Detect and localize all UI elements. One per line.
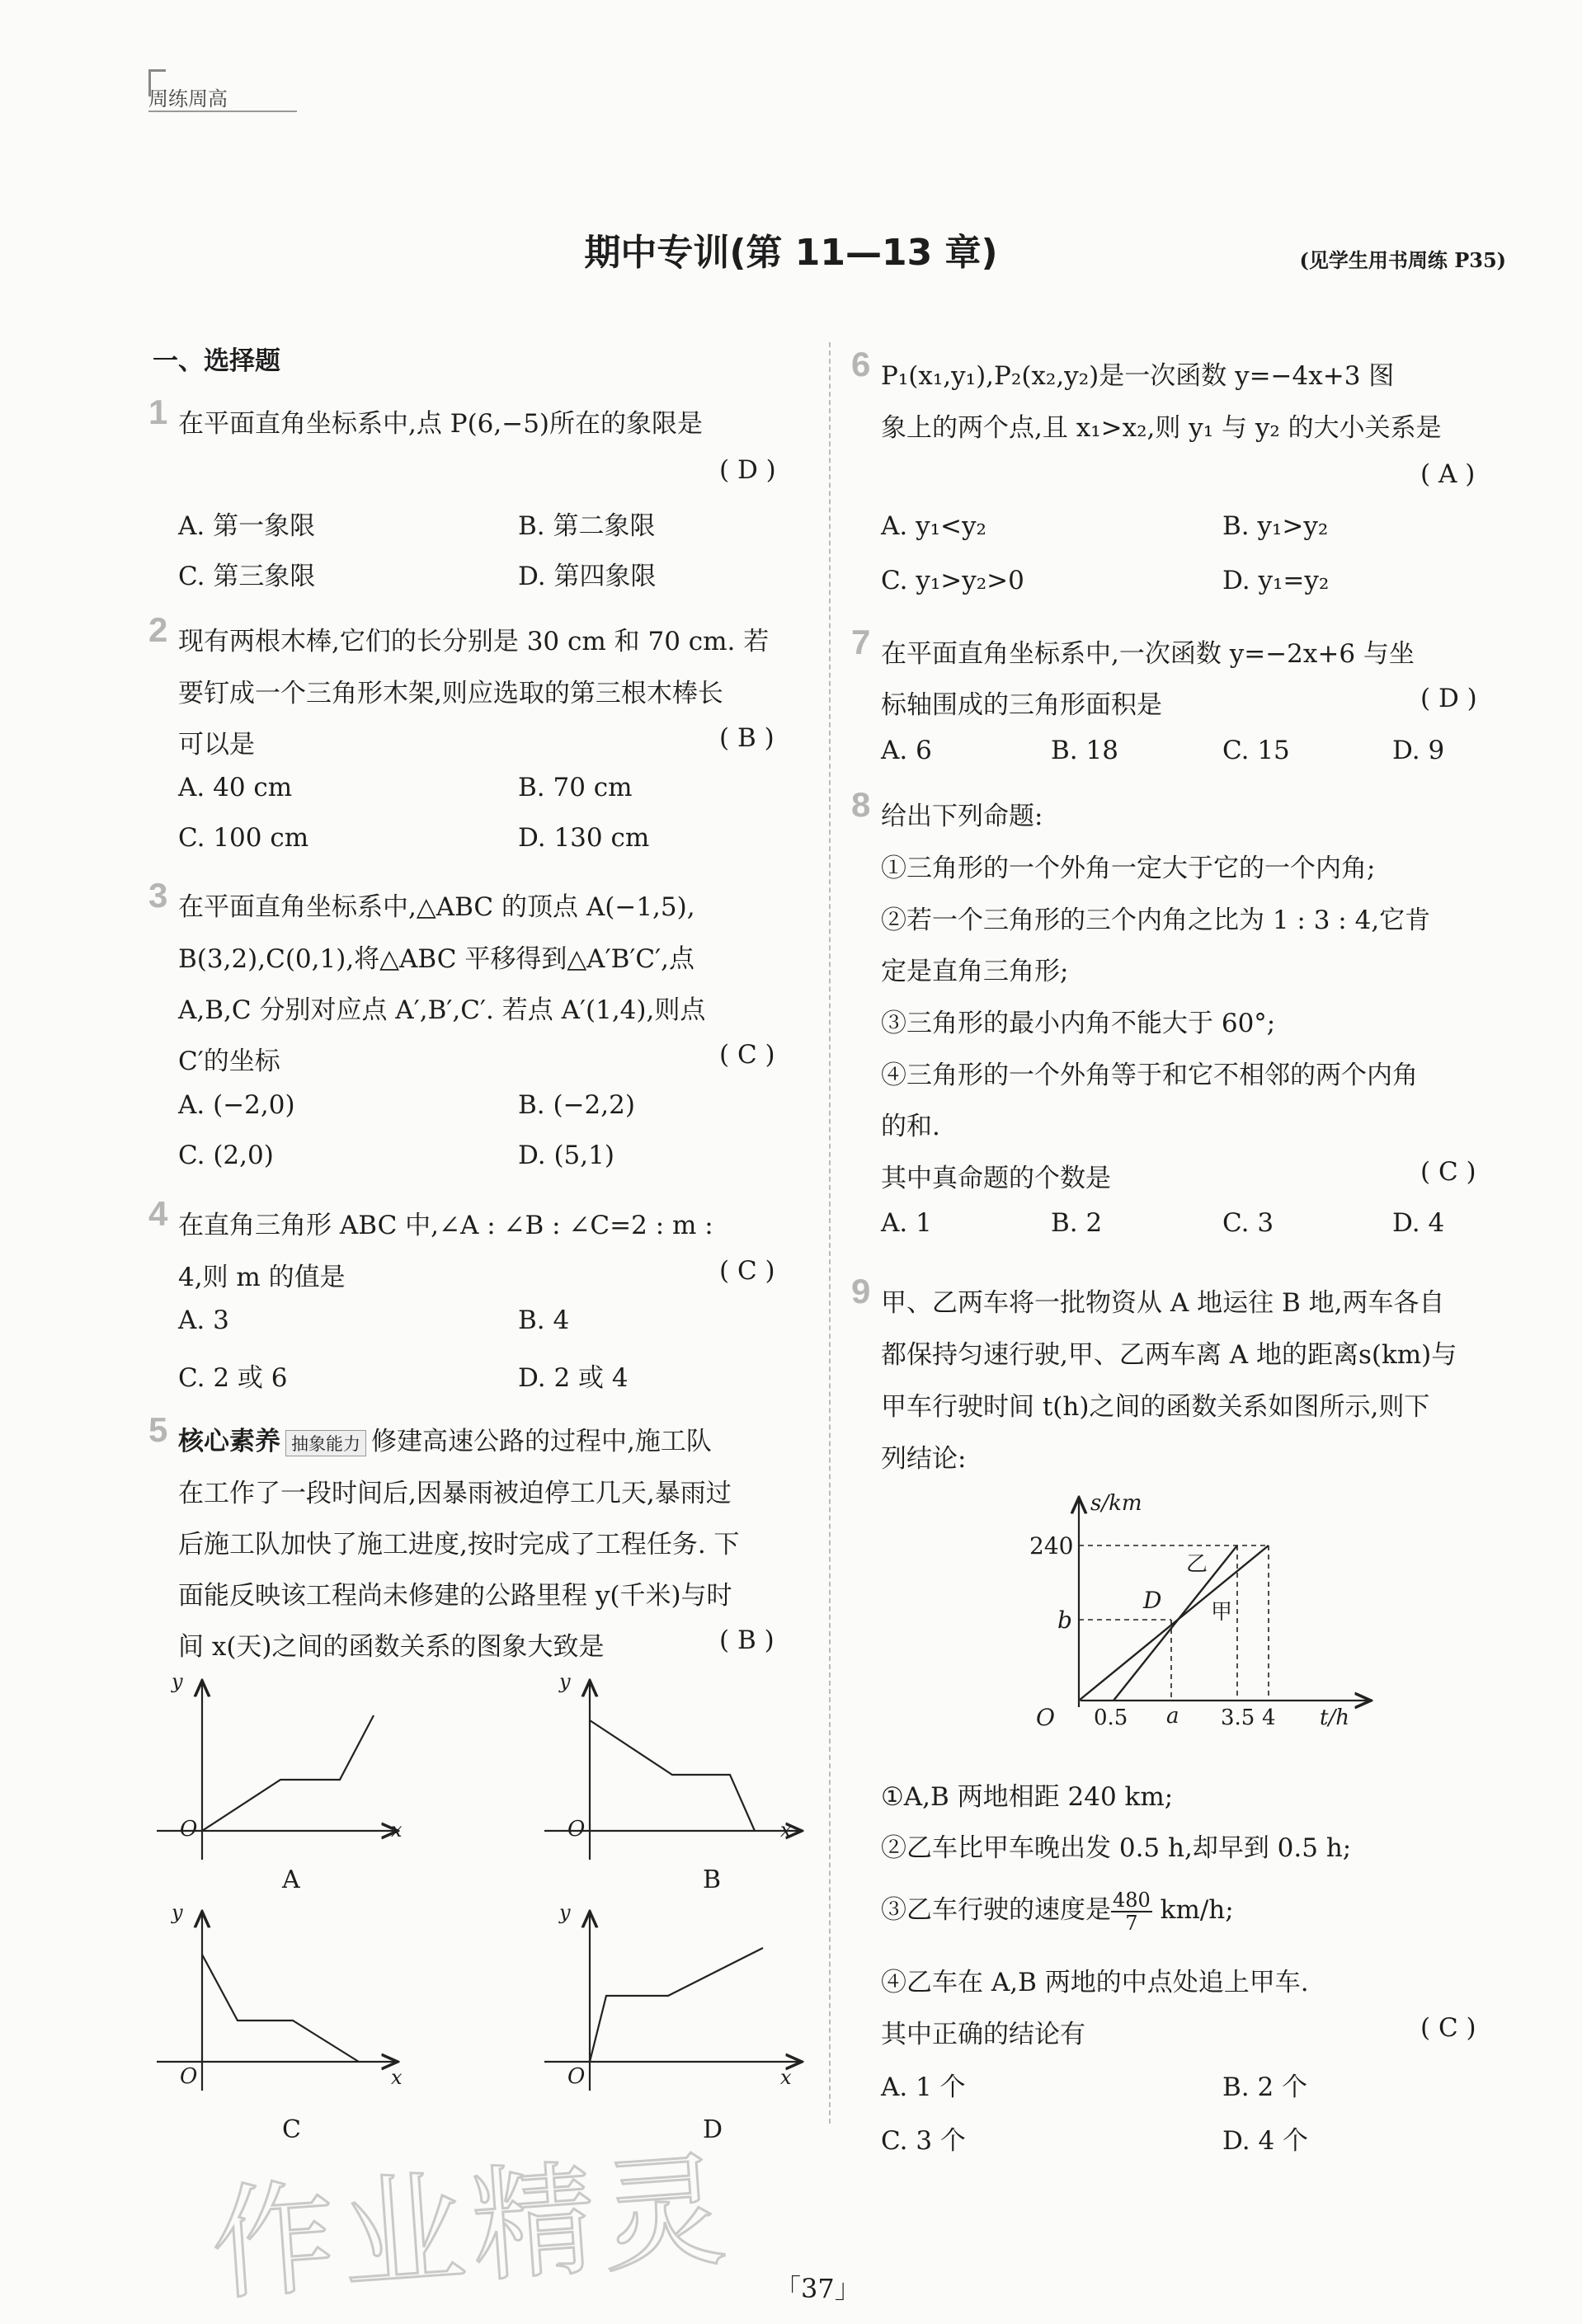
- axis-label-y: y: [172, 1670, 183, 1693]
- origin-label: O: [180, 2064, 198, 2089]
- question-number: 2: [148, 610, 168, 649]
- line-yi-label: 乙: [1186, 1552, 1208, 1577]
- fraction-denominator: 7: [1125, 1911, 1138, 1935]
- question-answer: ( A ): [1420, 459, 1476, 489]
- option: D. y₁=y₂: [1222, 566, 1330, 595]
- question-text: 其中真命题的个数是: [881, 1164, 1111, 1193]
- page-title: 期中专训(第 11—13 章): [584, 232, 998, 274]
- question-answer: ( C ): [1420, 1157, 1476, 1187]
- question-text: 可以是: [178, 730, 255, 760]
- graph-line: [202, 1955, 359, 2062]
- title-reference: (见学生用书周练 P35): [1299, 248, 1506, 272]
- s-axis-label: s/km: [1090, 1491, 1142, 1516]
- fraction-numerator: 480: [1113, 1888, 1151, 1912]
- question-text: 在平面直角坐标系中,点 P(6,−5)所在的象限是: [178, 409, 704, 439]
- question-answer: ( C ): [1420, 2013, 1476, 2043]
- axis-label-y: y: [172, 1901, 183, 1924]
- option: B. 70 cm: [518, 773, 633, 802]
- question-text: 修建高速公路的过程中,施工队: [371, 1427, 712, 1456]
- option: B. 2: [1051, 1208, 1103, 1238]
- question-number: 3: [148, 876, 168, 915]
- option: D. 2 或 4: [518, 1363, 629, 1393]
- question-answer: ( C ): [719, 1040, 775, 1070]
- question-answer: ( D ): [719, 455, 776, 485]
- line-jia-label: 甲: [1211, 1600, 1233, 1625]
- question-text: 间 x(天)之间的函数关系的图象大致是: [178, 1632, 605, 1662]
- line-jia: [1079, 1545, 1269, 1701]
- option: C. y₁>y₂>0: [881, 566, 1024, 595]
- axis-label-x: x: [391, 1818, 403, 1842]
- graph-caption-d: D: [703, 2115, 723, 2144]
- axis-label-y: y: [559, 1670, 571, 1693]
- origin-label: O: [567, 1817, 586, 1842]
- question-answer: ( B ): [719, 1625, 775, 1655]
- option: C. (2,0): [178, 1141, 274, 1170]
- option: C. 第三象限: [178, 562, 316, 591]
- option: C. 3: [1222, 1208, 1274, 1238]
- option: A. y₁<y₂: [881, 511, 986, 541]
- option: A. (−2,0): [178, 1090, 295, 1120]
- tick-4: 4: [1262, 1705, 1276, 1730]
- statement: ①三角形的一个外角一定大于它的一个内角;: [881, 854, 1376, 883]
- option: B. 2 个: [1222, 2072, 1308, 2102]
- question-text: 在工作了一段时间后,因暴雨被迫停工几天,暴雨过: [178, 1479, 732, 1508]
- tick-0-5: 0.5: [1094, 1705, 1128, 1730]
- tick-origin: O: [1036, 1704, 1055, 1731]
- question-text: C′的坐标: [178, 1047, 280, 1076]
- series-label: 周练周高: [148, 87, 228, 111]
- question-text: 在平面直角坐标系中,一次函数 y=−2x+6 与坐: [881, 639, 1415, 669]
- graph-y-label: [1090, 1491, 1142, 1516]
- question-number: 1: [148, 393, 168, 431]
- question-text: 列结论:: [881, 1444, 967, 1474]
- statement: ④三角形的一个外角等于和它不相邻的两个内角: [881, 1061, 1418, 1090]
- option: D. 4 个: [1222, 2126, 1309, 2156]
- question-answer: ( D ): [1420, 684, 1477, 713]
- ability-tag: 抽象能力: [285, 1430, 366, 1456]
- axis-label-x: x: [780, 1818, 792, 1842]
- question-text: 甲车行驶时间 t(h)之间的函数关系如图所示,则下: [881, 1392, 1430, 1422]
- question-text: 给出下列命题:: [881, 802, 1043, 831]
- question-text: B(3,2),C(0,1),将△ABC 平移得到△A′B′C′,点: [178, 944, 695, 974]
- option: A. 1: [881, 1208, 932, 1238]
- option: B. 4: [518, 1305, 570, 1335]
- option: A. 1 个: [881, 2072, 966, 2102]
- fraction: [1111, 1889, 1152, 1934]
- question-number: 4: [148, 1194, 168, 1233]
- question-text: 都保持匀速行驶,甲、乙两车离 A 地的距离s(km)与: [881, 1340, 1457, 1370]
- option: D. 9: [1392, 736, 1445, 765]
- statement: ③乙车行驶的速度是: [881, 1895, 1111, 1925]
- tick-a: a: [1166, 1704, 1179, 1729]
- option: C. 100 cm: [178, 823, 309, 853]
- question-text: 后施工队加快了施工进度,按时完成了工程任务. 下: [178, 1530, 740, 1560]
- statement: ②若一个三角形的三个内角之比为 1 : 3 : 4,它肯: [881, 906, 1431, 935]
- option: B. 第二象限: [518, 511, 656, 541]
- statement: ②乙车比甲车晚出发 0.5 h,却早到 0.5 h;: [881, 1833, 1352, 1863]
- statement: 的和.: [881, 1112, 940, 1141]
- option: B. (−2,2): [518, 1090, 635, 1120]
- graph-line: [202, 1715, 374, 1831]
- statement-with-fraction: [881, 1889, 1234, 1934]
- graph-line: [590, 1948, 763, 2062]
- question-text: 标轴围成的三角形面积是: [881, 690, 1162, 720]
- question-first-line: [178, 1420, 712, 1457]
- statement: ③三角形的最小内角不能大于 60°;: [881, 1009, 1276, 1038]
- graph-caption-b: B: [703, 1865, 722, 1894]
- statement: ④乙车在 A,B 两地的中点处追上甲车.: [881, 1968, 1309, 1997]
- question-answer: ( B ): [719, 723, 775, 753]
- unit: km/h;: [1160, 1895, 1234, 1925]
- question-number: 9: [851, 1272, 871, 1310]
- question-text: P₁(x₁,y₁),P₂(x₂,y₂)是一次函数 y=−4x+3 图: [881, 361, 1395, 391]
- graph-caption-a: A: [282, 1865, 300, 1894]
- option: D. 第四象限: [518, 562, 657, 591]
- question-text: 甲、乙两车将一批物资从 A 地运往 B 地,两车各自: [881, 1288, 1445, 1318]
- option: B. 18: [1051, 736, 1118, 765]
- graph-caption-c: C: [282, 2115, 301, 2144]
- column-divider: [829, 342, 831, 2124]
- point-d: D: [1143, 1587, 1162, 1614]
- tick-b: b: [1057, 1607, 1072, 1634]
- question-number: 6: [851, 345, 871, 383]
- option: D. (5,1): [518, 1141, 614, 1170]
- option: A. 6: [881, 736, 932, 765]
- axis-label-x: x: [780, 2066, 792, 2089]
- core-literacy-badge: 核心素养: [178, 1427, 280, 1456]
- question-number: 8: [851, 785, 871, 824]
- watermark: 作业精灵: [206, 2138, 737, 2318]
- option: C. 2 或 6: [178, 1363, 288, 1393]
- question-text: 4,则 m 的值是: [178, 1263, 346, 1292]
- question-text: 要钉成一个三角形木架,则应选取的第三根木棒长: [178, 679, 723, 708]
- option: B. y₁>y₂: [1222, 511, 1329, 541]
- axis-label-y: y: [559, 1901, 571, 1924]
- tick-240: 240: [1029, 1532, 1074, 1560]
- question-number: 5: [148, 1410, 168, 1449]
- origin-label: O: [180, 1817, 198, 1842]
- origin-label: O: [567, 2064, 586, 2089]
- graph-line: [590, 1720, 755, 1831]
- statement: ①A,B 两地相距 240 km;: [881, 1782, 1174, 1812]
- question-answer: ( C ): [719, 1256, 775, 1286]
- question-text: A,B,C 分别对应点 A′,B′,C′. 若点 A′(1,4),则点: [178, 995, 706, 1025]
- option: D. 130 cm: [518, 823, 650, 853]
- option: C. 15: [1222, 736, 1290, 765]
- question-text: 在平面直角坐标系中,△ABC 的顶点 A(−1,5),: [178, 892, 695, 922]
- question-text: 现有两根木棒,它们的长分别是 30 cm 和 70 cm. 若: [178, 627, 770, 656]
- q5-graphs: [148, 1674, 825, 2144]
- header-underline: [148, 111, 297, 112]
- page-number: 「37」: [775, 2273, 861, 2304]
- option: A. 40 cm: [178, 773, 293, 802]
- option: C. 3 个: [881, 2126, 966, 2156]
- option: A. 第一象限: [178, 511, 316, 541]
- question-text: 面能反映该工程尚未修建的公路里程 y(千米)与时: [178, 1581, 732, 1611]
- page-number-value: 37: [801, 2273, 835, 2304]
- tick-3-5: 3.5: [1221, 1705, 1255, 1730]
- axis-label-x: x: [391, 2066, 403, 2089]
- question-number: 7: [851, 623, 871, 661]
- option: A. 3: [178, 1305, 229, 1335]
- question-text: 象上的两个点,且 x₁>x₂,则 y₁ 与 y₂ 的大小关系是: [881, 413, 1442, 443]
- statement: 定是直角三角形;: [881, 957, 1069, 986]
- option: D. 4: [1392, 1208, 1445, 1238]
- question-text: 在直角三角形 ABC 中,∠A : ∠B : ∠C=2 : m :: [178, 1211, 713, 1240]
- question-text: 其中正确的结论有: [881, 2020, 1085, 2049]
- t-axis-label: t/h: [1320, 1705, 1349, 1730]
- section-heading: 一、选择题: [153, 346, 280, 376]
